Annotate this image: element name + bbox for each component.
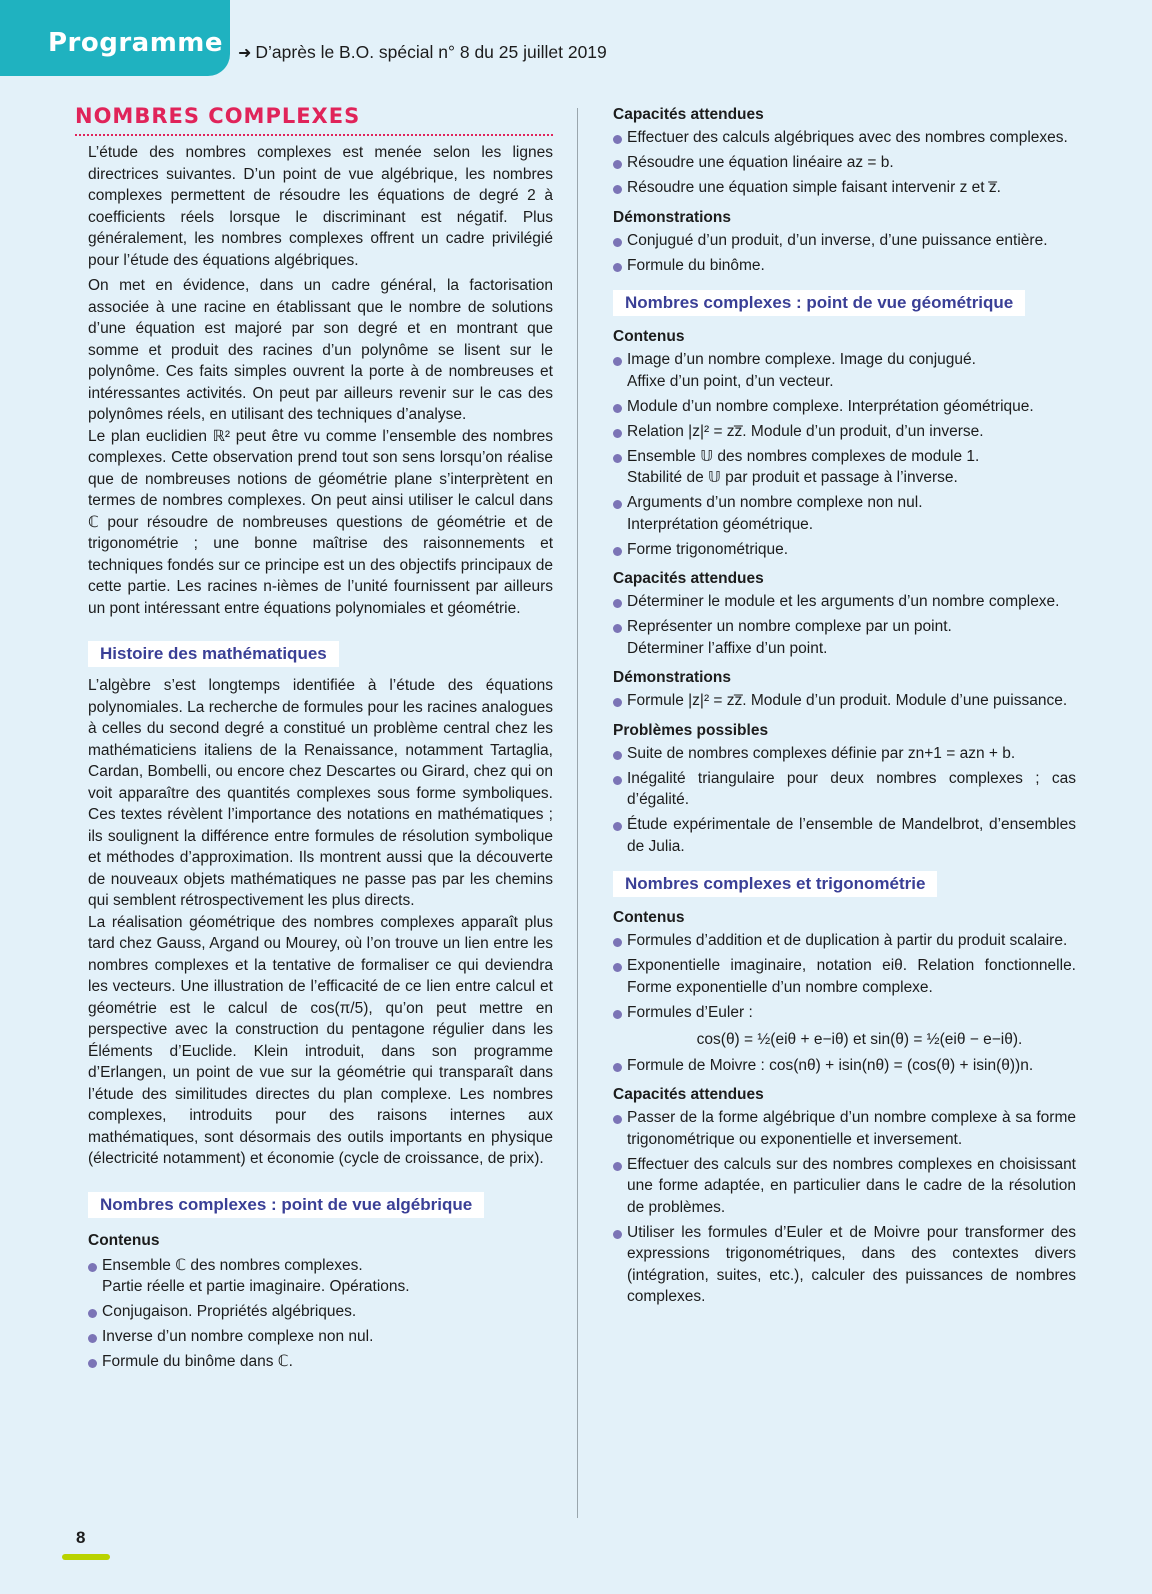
list-item: Résoudre une équation simple faisant intervenir z et z̅. [613, 177, 1076, 199]
cap2-label: Capacités attendues [613, 570, 764, 587]
programme-tab [0, 0, 230, 76]
geo-contenus-list [613, 349, 1076, 560]
list-item: Inégalité triangulaire pour deux nombres complexes ; cas d’égalité. [613, 768, 1076, 811]
list-item: Étude expérimentale de l’ensemble de Mandelbrot, d’ensembles de Julia. [613, 814, 1076, 857]
page-number-bar [62, 1554, 110, 1560]
list-item: Formule de Moivre : cos(nθ) + isin(nθ) = (cos(θ) + isin(θ))n. [613, 1055, 1076, 1077]
problems-list [613, 743, 1076, 858]
list-item: Utiliser les formules d’Euler et de Moivre pour transformer des expressions trigonométriques, dans des contextes divers (intégration, suites, etc.), calculer des puissances de nombres complexes. [613, 1222, 1076, 1308]
programme-label: Programme [48, 28, 224, 58]
demo1-list [613, 230, 1076, 277]
cap3-list [613, 1107, 1076, 1308]
list-item: Conjugué d’un produit, d’un inverse, d’une puissance entière. [613, 230, 1076, 252]
list-item: Image d’un nombre complexe. Image du conjugué. Affixe d’un point, d’un vecteur. [613, 349, 1076, 392]
list-item: Formule |z|² = zz̅. Module d’un produit. Module d’une puissance. [613, 690, 1076, 712]
intro-paragraph-3: Le plan euclidien ℝ² peut être vu comme l’ensemble des nombres complexes. Cette observation prend tout son sens lorsqu’on réalise que de nombreuses notions de géométrie plane s’interprètent en termes de nombres complexes. On peut ainsi utiliser le calcul dans ℂ pour résoudre de nombreuses questions de géométrie et de trigonométrie ; une bonne maîtrise des raisonnements et techniques fondés sur ce principe est un des objectifs principaux de cette partie. Les racines n-ièmes de l’unité fournissent par ailleurs un pont intéressant entre équations polynomiales et géométrie. [88, 427, 553, 617]
list-item: Arguments d’un nombre complexe non nul. Interprétation géométrique. [613, 492, 1076, 535]
algebra-contenus-label: Contenus [88, 1231, 160, 1249]
history-paragraph-1: L’algèbre s’est longtemps identifiée à l’étude des équations polynomiales. La recherche de formules pour les racines analogues à celles du second degré a constitué un problème central chez les mathématiciens italiens de la Renaissance, notamment Tartaglia, Cardan, Bombelli, ou encore chez Descartes ou Girard, chez qui on voit apparaître des quantités complexes sous forme symboliques. Ces textes révèlent l’importance des notations en mathématiques ; ils soulignent la différence entre formules de résolution symbolique et méthodes d’approximation. Ils montrent aussi que la découverte de nouveaux objets mathématiques ne passe pas par les chemins qui semblent rétrospectivement les plus directs. [88, 677, 553, 909]
demo2-list [613, 690, 1076, 712]
list-item: Suite de nombres complexes définie par zn+1 = azn + b. [613, 743, 1076, 765]
list-item: Formules d’Euler : [613, 1002, 1076, 1024]
history-paragraph-2: La réalisation géométrique des nombres complexes apparaît plus tard chez Gauss, Argand ou Mourey, où l’on trouve un lien entre les nombres complexes et la tentative de formaliser ce qui deviendra les vecteurs. Une illustration de l’efficacité de ce lien entre calcul et géométrie est le calcul de cos(π/5), qu’on peut mettre en perspective avec la construction du pentagone régulier dans les Éléments d’Euclide. Klein introduit, dans son programme d’Erlangen, un point de vue sur la géométrie qui transparaît dans l’étude des similitudes directes du plan complexe. Les nombres complexes, introduits pour des raisons internes aux mathématiques, sont désormais des outils importants en physique (électricité notamment) et économie (cycle de croissance, de prix). [88, 913, 553, 1167]
trig-contenus-list [613, 930, 1076, 1023]
cap1-label: Capacités attendues [613, 106, 764, 123]
list-item: Formule du binôme. [613, 255, 1076, 277]
list-item: Inverse d’un nombre complexe non nul. [88, 1326, 553, 1348]
moivre-list [613, 1055, 1076, 1077]
left-column [88, 142, 553, 1376]
list-item: Effectuer des calculs sur des nombres complexes en choisissant une forme adaptée, en particulier dans le cadre de la résolution de problèmes. [613, 1154, 1076, 1219]
cap1-list [613, 127, 1076, 199]
column-divider [577, 108, 578, 1518]
right-column [613, 104, 1076, 1311]
trig-contenus-label: Contenus [613, 909, 685, 926]
list-item: Relation |z|² = zz̅. Module d’un produit, d’un inverse. [613, 421, 1076, 443]
list-item: Formules d’addition et de duplication à partir du produit scalaire. [613, 930, 1076, 952]
cap2-list [613, 591, 1076, 659]
source-text: D’après le B.O. spécial n° 8 du 25 juillet 2019 [255, 42, 607, 62]
list-item: Passer de la forme algébrique d’un nombre complexe à sa forme trigonométrique ou exponentielle et inversement. [613, 1107, 1076, 1150]
page-number: 8 [76, 1528, 86, 1547]
algebra-contenus-list [88, 1255, 553, 1373]
list-item: Représenter un nombre complexe par un point. Déterminer l’affixe d’un point. [613, 616, 1076, 659]
list-item: Déterminer le module et les arguments d’un nombre complexe. [613, 591, 1076, 613]
list-item: Module d’un nombre complexe. Interprétation géométrique. [613, 396, 1076, 418]
trigonometry-section-title: Nombres complexes et trigonométrie [613, 871, 937, 897]
geo-contenus-label: Contenus [613, 328, 685, 345]
geometry-section-title: Nombres complexes : point de vue géométrique [613, 290, 1025, 316]
list-item: Forme trigonométrique. [613, 539, 1076, 561]
source-line [238, 42, 607, 63]
list-item: Ensemble ℂ des nombres complexes. Partie réelle et partie imaginaire. Opérations. [88, 1255, 553, 1298]
list-item: Formule du binôme dans ℂ. [88, 1351, 553, 1373]
list-item: Résoudre une équation linéaire az = b. [613, 152, 1076, 174]
list-item: Ensemble 𝕌 des nombres complexes de module 1. Stabilité de 𝕌 par produit et passage à l’inverse. [613, 446, 1076, 489]
intro-paragraph-1: L’étude des nombres complexes est menée selon les lignes directrices suivantes. D’un point de vue algébrique, les nombres complexes permettent de résoudre les équations de degré 2 à coefficients réels lorsque le discriminant est négatif. Plus généralement, les nombres complexes offrent un cadre privilégié pour l’étude des équations algébriques. [88, 144, 553, 269]
list-item: Exponentielle imaginaire, notation eiθ. Relation fonctionnelle. Forme exponentielle d’un nombre complexe. [613, 955, 1076, 998]
algebra-section-title: Nombres complexes : point de vue algébrique [88, 1192, 484, 1218]
demo2-label: Démonstrations [613, 669, 731, 686]
cap3-label: Capacités attendues [613, 1086, 764, 1103]
problems-label: Problèmes possibles [613, 721, 769, 739]
euler-formula: cos(θ) = ½(eiθ + e−iθ) et sin(θ) = ½(eiθ − e−iθ). [696, 1030, 1023, 1048]
list-item: Effectuer des calculs algébriques avec des nombres complexes. [613, 127, 1076, 149]
list-item: Conjugaison. Propriétés algébriques. [88, 1301, 553, 1323]
arrow-right-icon: ➜ [238, 45, 252, 62]
demo1-label: Démonstrations [613, 208, 731, 226]
page-title: NOMBRES COMPLEXES [75, 104, 553, 136]
history-section-title: Histoire des mathématiques [88, 641, 339, 667]
intro-paragraph-2: On met en évidence, dans un cadre général, la factorisation associée à une racine en établissant que le nombre de solutions d’une équation est majoré par son degré et en montrant que somme et produit des racines d’un polynôme se lisent sur le polynôme. Ces faits simples ouvrent la porte à de nombreuses et intéressantes activités. On peut par ailleurs revenir sur le cas des polynômes réels, en utilisant des techniques d’analyse. [88, 277, 553, 423]
